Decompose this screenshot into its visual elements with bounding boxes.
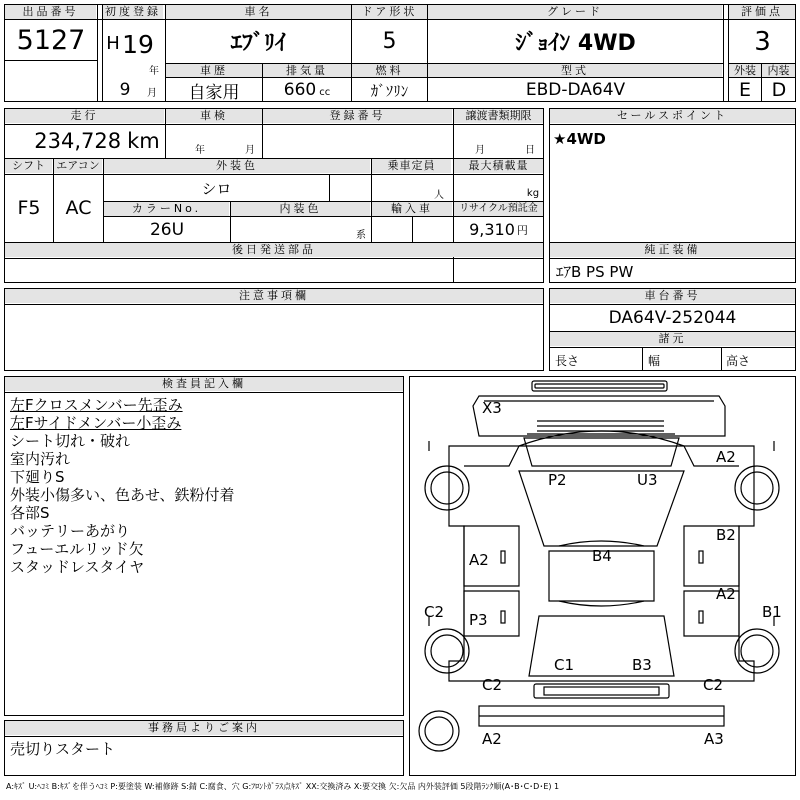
lot-no: 5127 — [16, 24, 86, 56]
inspector-notes — [10, 396, 235, 576]
sales-point-panel — [549, 108, 796, 243]
damage-mark: A2 — [716, 448, 736, 466]
history-label: 車歴 — [166, 64, 262, 78]
height-label: 高さ — [726, 354, 751, 368]
inspector-note: 下廻りS — [10, 468, 65, 486]
lot-no-label: 出品番号 — [5, 5, 96, 19]
office-text: 売切りスタート — [10, 740, 116, 758]
later-parts-label: 後日発送部品 — [5, 243, 543, 257]
length-label: 長さ — [555, 354, 580, 368]
damage-mark: P3 — [469, 611, 488, 629]
sales-point: ★4WD — [553, 130, 606, 148]
genuine-equip: ｴｱB PS PW — [556, 263, 634, 281]
inspector-note: 各部S — [10, 504, 50, 522]
import-label: 輸入車 — [372, 202, 452, 216]
month-unit: 月 — [147, 87, 157, 99]
inspection-month-unit: 月 — [245, 144, 255, 156]
displacement: 660 — [283, 80, 317, 100]
width-label: 幅 — [648, 354, 661, 368]
color-no-label: カラーNo. — [104, 202, 229, 216]
inspector-note: フューエルリッド欠 — [10, 540, 144, 558]
car-name-label: 車名 — [166, 5, 351, 19]
capacity-label: 乗車定員 — [372, 159, 451, 173]
grade: ｼﾞｮｲﾝ 4WD — [515, 31, 636, 56]
capacity-unit: 人 — [434, 189, 444, 201]
office-title: 事務局よりご案内 — [5, 721, 403, 735]
inspection-year-unit: 年 — [195, 144, 205, 156]
exterior-grade: E — [738, 79, 751, 101]
car-diagram — [409, 376, 796, 776]
mileage: 234,728 — [34, 129, 122, 153]
fuel-label: 燃料 — [352, 64, 427, 78]
recycle-label: リサイクル預託金 — [454, 202, 543, 216]
displacement-unit: cc — [319, 86, 331, 98]
damage-mark: B1 — [762, 603, 782, 621]
reg-no-label: 登録番号 — [263, 109, 452, 123]
exterior-label: 外装 — [729, 64, 761, 78]
model: EBD-DA64V — [525, 80, 626, 100]
damage-mark: C2 — [424, 603, 445, 621]
inspection-label: 車検 — [166, 109, 262, 123]
car-name: ｴﾌﾞﾘｲ — [230, 31, 286, 56]
ext-color-label: 外装色 — [104, 159, 370, 173]
damage-mark: X3 — [482, 399, 502, 417]
damage-mark: B2 — [716, 526, 736, 544]
dimensions-label: 諸元 — [550, 332, 795, 346]
damage-mark: A3 — [704, 730, 724, 748]
damage-mark: B3 — [632, 656, 652, 674]
ext-color: シロ — [201, 179, 232, 198]
interior-grade: D — [771, 79, 787, 101]
transfer-month-unit: 月 — [475, 144, 485, 156]
damage-mark: A2 — [482, 730, 502, 748]
damage-mark: C1 — [554, 656, 575, 674]
chassis-no: DA64V-252044 — [608, 307, 737, 328]
inspector-note: バッテリーあがり — [10, 522, 131, 540]
year-unit: 年 — [149, 65, 159, 77]
recycle-unit: 円 — [516, 223, 528, 237]
score: 3 — [754, 26, 771, 57]
genuine-equip-label: 純正装備 — [550, 243, 795, 257]
transfer-day-unit: 日 — [525, 144, 535, 156]
mileage-label: 走行 — [5, 109, 164, 123]
aircon-label: エアコン — [54, 159, 102, 173]
damage-mark: A2 — [469, 551, 489, 569]
history: 自家用 — [188, 82, 240, 103]
doors-label: ドア形状 — [352, 5, 427, 19]
int-color-label: 内装色 — [231, 202, 370, 216]
first-reg-label: 初度登録 — [105, 5, 161, 18]
inspector-title: 検査員記入欄 — [5, 377, 403, 391]
inspector-note: 外装小傷多い、色あせ、鉄粉付着 — [10, 486, 235, 504]
era: H — [106, 32, 120, 54]
shift: F5 — [17, 197, 41, 219]
damage-mark: C2 — [703, 676, 724, 694]
model-label: 型式 — [428, 64, 722, 78]
inspector-note: 室内汚れ — [10, 450, 71, 468]
shift-label: シフト — [5, 159, 52, 173]
transfer-doc-label: 譲渡書類期限 — [454, 109, 543, 123]
inspector-note: 左Fクロスメンバー先歪み — [10, 396, 183, 414]
inspector-note: スタッドレスタイヤ — [10, 558, 145, 576]
interior-label: 内装 — [762, 64, 795, 78]
recycle-value — [454, 217, 543, 242]
damage-mark: C2 — [482, 676, 503, 694]
color-no: 26U — [149, 219, 185, 240]
sales-point-label: セールスポイント — [550, 109, 795, 123]
damage-mark: B4 — [592, 547, 612, 565]
aircon: AC — [65, 197, 92, 219]
mileage-unit: km — [127, 129, 160, 153]
legend: A:ｷｽﾞ U:ﾍｺﾐ B:ｷｽﾞを伴うﾍｺﾐ P:要塗装 W:補修跡 S:錆 C:腐食、穴 G:ﾌﾛﾝﾄｶﾞﾗｽ点ｷｽﾞ XX:交換済み X:要交換 欠:欠品 内外装評価 5段階ﾗﾝｸ順(A･B･C･D･E) 1 — [6, 782, 560, 791]
displacement-label: 排気量 — [263, 64, 351, 78]
fuel: ｶﾞｿﾘﾝ — [370, 81, 409, 100]
score-label: 評価点 — [729, 5, 795, 19]
chassis-no-label: 車台番号 — [550, 289, 795, 303]
damage-mark: U3 — [637, 471, 658, 489]
max-load-unit: kg — [526, 187, 540, 199]
mileage-value — [30, 126, 164, 156]
recycle-amount: 9,310 — [469, 220, 515, 239]
inspector-note: シート切れ・破れ — [10, 432, 131, 450]
damage-mark: P2 — [548, 471, 567, 489]
reg-year: 19 — [122, 29, 154, 59]
reg-month: 9 — [119, 79, 131, 100]
max-load-label: 最大積載量 — [454, 159, 543, 173]
grade-label: グレード — [428, 5, 722, 19]
notes-label: 注意事項欄 — [5, 289, 543, 303]
displacement-value — [263, 78, 351, 102]
damage-mark: A2 — [716, 585, 736, 603]
inspector-note: 左Fサイドメンバー小歪み — [10, 414, 182, 432]
doors: 5 — [382, 29, 397, 54]
int-color-unit: 系 — [356, 229, 366, 241]
